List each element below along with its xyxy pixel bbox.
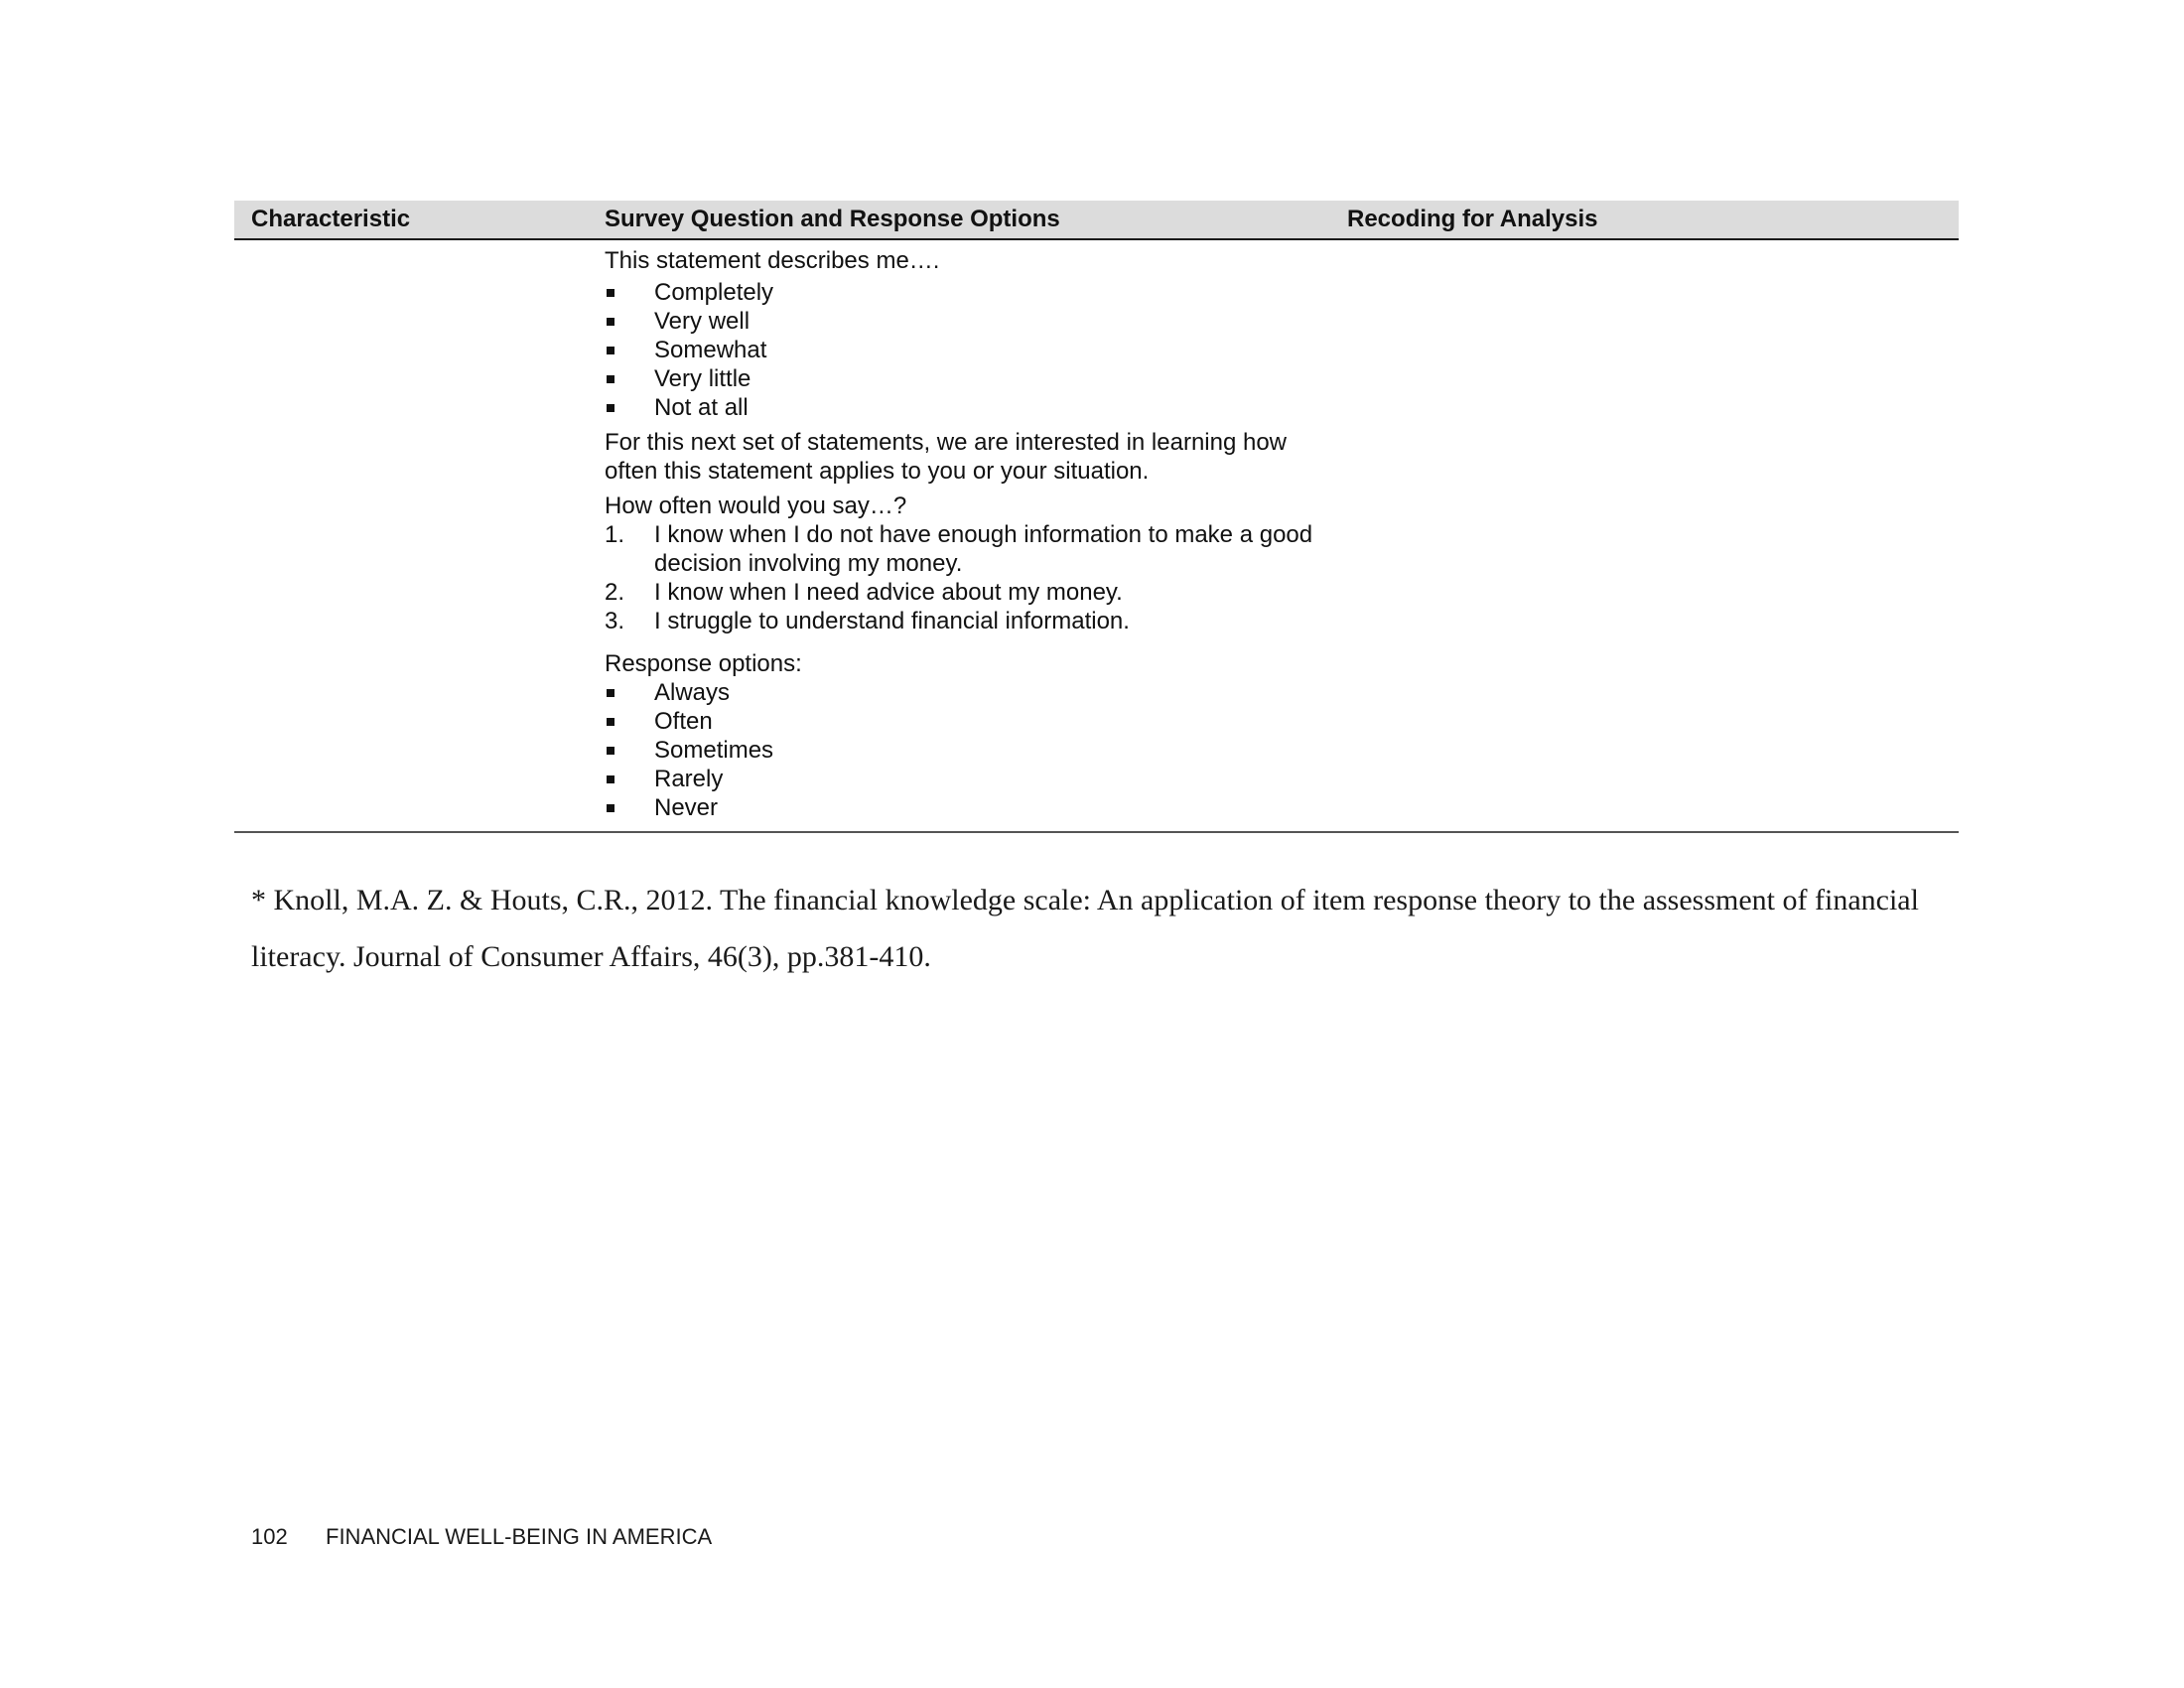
list-item: 1. I know when I do not have enough information to make a good decision involving my money. [605, 521, 1313, 577]
list-item: Very well [605, 307, 1319, 336]
bullet-icon [607, 718, 614, 726]
how-often-question: How often would you say…? [605, 492, 907, 519]
list-item: 2. I know when I need advice about my money. [605, 579, 1123, 606]
bullet-icon [607, 747, 614, 755]
list-item: 3. I struggle to understand financial information. [605, 608, 1130, 634]
bullet-icon [607, 375, 614, 383]
list-item: Never [605, 793, 1319, 822]
statement-intro: This statement describes me…. [605, 247, 940, 274]
table-row [234, 240, 1959, 833]
bullet-icon [607, 775, 614, 783]
header-characteristic: Characteristic [251, 206, 411, 232]
table-header-row [234, 201, 1959, 240]
bullet-icon [607, 289, 614, 297]
page-number: 102 [251, 1524, 288, 1549]
list-item: Somewhat [605, 336, 1319, 364]
bullet-icon [607, 804, 614, 812]
bullet-icon [607, 318, 614, 326]
footnote-citation: * Knoll, M.A. Z. & Houts, C.R., 2012. The financial knowledge scale: An application of item response theory to the assessment of financial literacy. Journal of Consumer Affairs, 46(3), pp.381-410. [251, 884, 1919, 973]
next-set-intro: For this next set of statements, we are interested in learning how often this statement applies to you or your situation. [605, 429, 1288, 485]
page-footer [251, 1524, 712, 1550]
list-item: Often [605, 707, 1319, 736]
list-item: Completely [605, 278, 1319, 307]
bullet-icon [607, 689, 614, 697]
header-recoding: Recoding for Analysis [1347, 206, 1598, 232]
statements-list [605, 520, 1319, 635]
list-item: Not at all [605, 393, 1319, 422]
list-item: Sometimes [605, 736, 1319, 765]
response-options-list [605, 678, 1319, 822]
header-survey-question: Survey Question and Response Options [605, 206, 1060, 232]
survey-table [234, 201, 1959, 833]
footer-title: FINANCIAL WELL-BEING IN AMERICA [326, 1524, 713, 1549]
survey-question-cell [605, 246, 1319, 822]
describe-options-list [605, 278, 1319, 422]
response-options-label: Response options: [605, 650, 802, 677]
bullet-icon [607, 404, 614, 412]
list-item: Always [605, 678, 1319, 707]
bullet-icon [607, 347, 614, 354]
list-item: Very little [605, 364, 1319, 393]
list-item: Rarely [605, 765, 1319, 793]
